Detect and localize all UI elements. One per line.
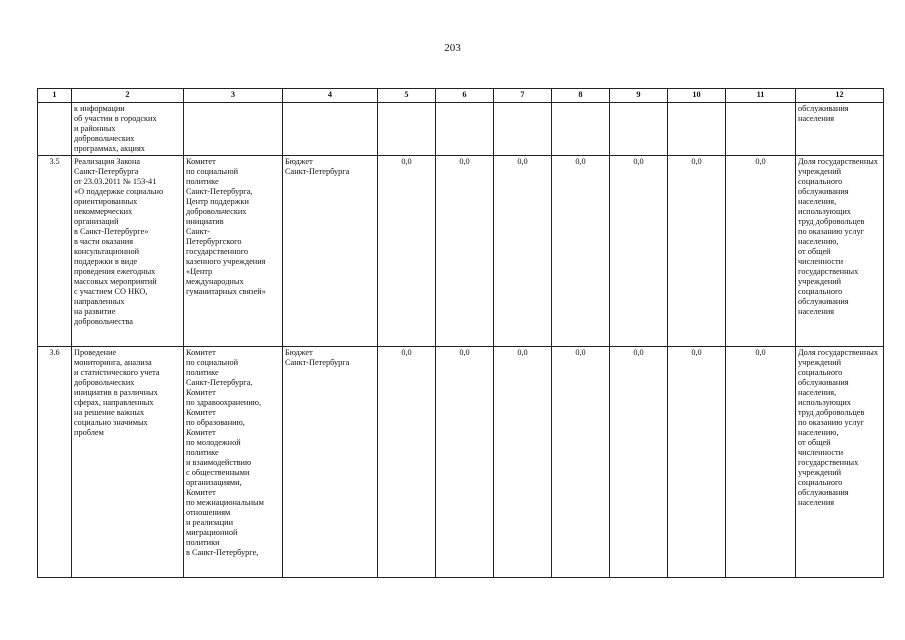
- executor-cell: [184, 103, 283, 156]
- value-cell: 0,0: [494, 347, 552, 578]
- value-cell: 0,0: [436, 156, 494, 347]
- table-row: [38, 347, 884, 578]
- value-cell: [610, 103, 668, 156]
- value-cell: 0,0: [726, 156, 796, 347]
- column-header: 3: [184, 89, 283, 103]
- column-header: 6: [436, 89, 494, 103]
- value-cell: 0,0: [552, 156, 610, 347]
- page-number: 203: [444, 42, 461, 54]
- header-row: [38, 89, 884, 103]
- column-header: 12: [796, 89, 884, 103]
- column-header: 5: [378, 89, 436, 103]
- table-row-continuation: [38, 103, 884, 156]
- column-header: 7: [494, 89, 552, 103]
- indicator-cell: Доля государственных учреждений социального обслуживания населения, использующих труд добровольцев по оказанию услуг населению, от общей численности государственных учреждений социального обслуживания населения: [796, 156, 884, 347]
- measure-name-cell: Проведение мониторинга, анализа и статистического учета добровольческих инициатив в различных сферах, направленных на решение важных социально значимых проблем: [72, 347, 184, 578]
- executor-cell: Комитет по социальной политике Санкт-Петербурга, Центр поддержки добровольческих инициатив Санкт- Петербургского государственного казенного учреждения «Центр международных гуманитарных связей»: [184, 156, 283, 347]
- column-header: 4: [283, 89, 378, 103]
- value-cell: 0,0: [436, 347, 494, 578]
- column-header: 9: [610, 89, 668, 103]
- value-cell: 0,0: [668, 156, 726, 347]
- value-cell: [552, 103, 610, 156]
- row-number-cell: [38, 103, 72, 156]
- value-cell: 0,0: [494, 156, 552, 347]
- row-number-cell: 3.6: [38, 347, 72, 578]
- funding-source-cell: Бюджет Санкт-Петербурга: [283, 156, 378, 347]
- value-cell: 0,0: [610, 347, 668, 578]
- value-cell: [494, 103, 552, 156]
- value-cell: [726, 103, 796, 156]
- column-header: 8: [552, 89, 610, 103]
- executor-cell: Комитет по социальной политике Санкт-Петербурга, Комитет по здравоохранению, Комитет по образованию, Комитет по молодежной политике и взаимодействию с общественными организациями, Комитет по межнациональным отношениям и реализации миграционной политики в Санкт-Петербурге,: [184, 347, 283, 578]
- value-cell: [668, 103, 726, 156]
- value-cell: [378, 103, 436, 156]
- row-number-cell: 3.5: [38, 156, 72, 347]
- value-cell: [436, 103, 494, 156]
- value-cell: 0,0: [610, 156, 668, 347]
- column-header: 11: [726, 89, 796, 103]
- value-cell: 0,0: [668, 347, 726, 578]
- measure-name-cell: Реализация Закона Санкт-Петербурга от 23.03.2011 № 153-41 «О поддержке социально ориентированных некоммерческих организаций в Санкт-Петербурге» в части оказания консультационной поддержки в виде проведения ежегодных массовых мероприятий с участием СО НКО, направленных на развитие добровольчества: [72, 156, 184, 347]
- column-header: 2: [72, 89, 184, 103]
- funding-source-cell: Бюджет Санкт-Петербурга: [283, 347, 378, 578]
- program-measures-table: [37, 88, 884, 578]
- value-cell: 0,0: [552, 347, 610, 578]
- value-cell: 0,0: [726, 347, 796, 578]
- table-row: [38, 156, 884, 347]
- indicator-cell: Доля государственных учреждений социального обслуживания населения, использующих труд добровольцев по оказанию услуг населению, от общей численности государственных учреждений социального обслуживания населения: [796, 347, 884, 578]
- indicator-cell: обслуживания населения: [796, 103, 884, 156]
- measure-name-cell: к информации об участии в городских и районных добровольческих программах, акциях: [72, 103, 184, 156]
- value-cell: 0,0: [378, 347, 436, 578]
- column-header: 10: [668, 89, 726, 103]
- funding-source-cell: [283, 103, 378, 156]
- value-cell: 0,0: [378, 156, 436, 347]
- column-header: 1: [38, 89, 72, 103]
